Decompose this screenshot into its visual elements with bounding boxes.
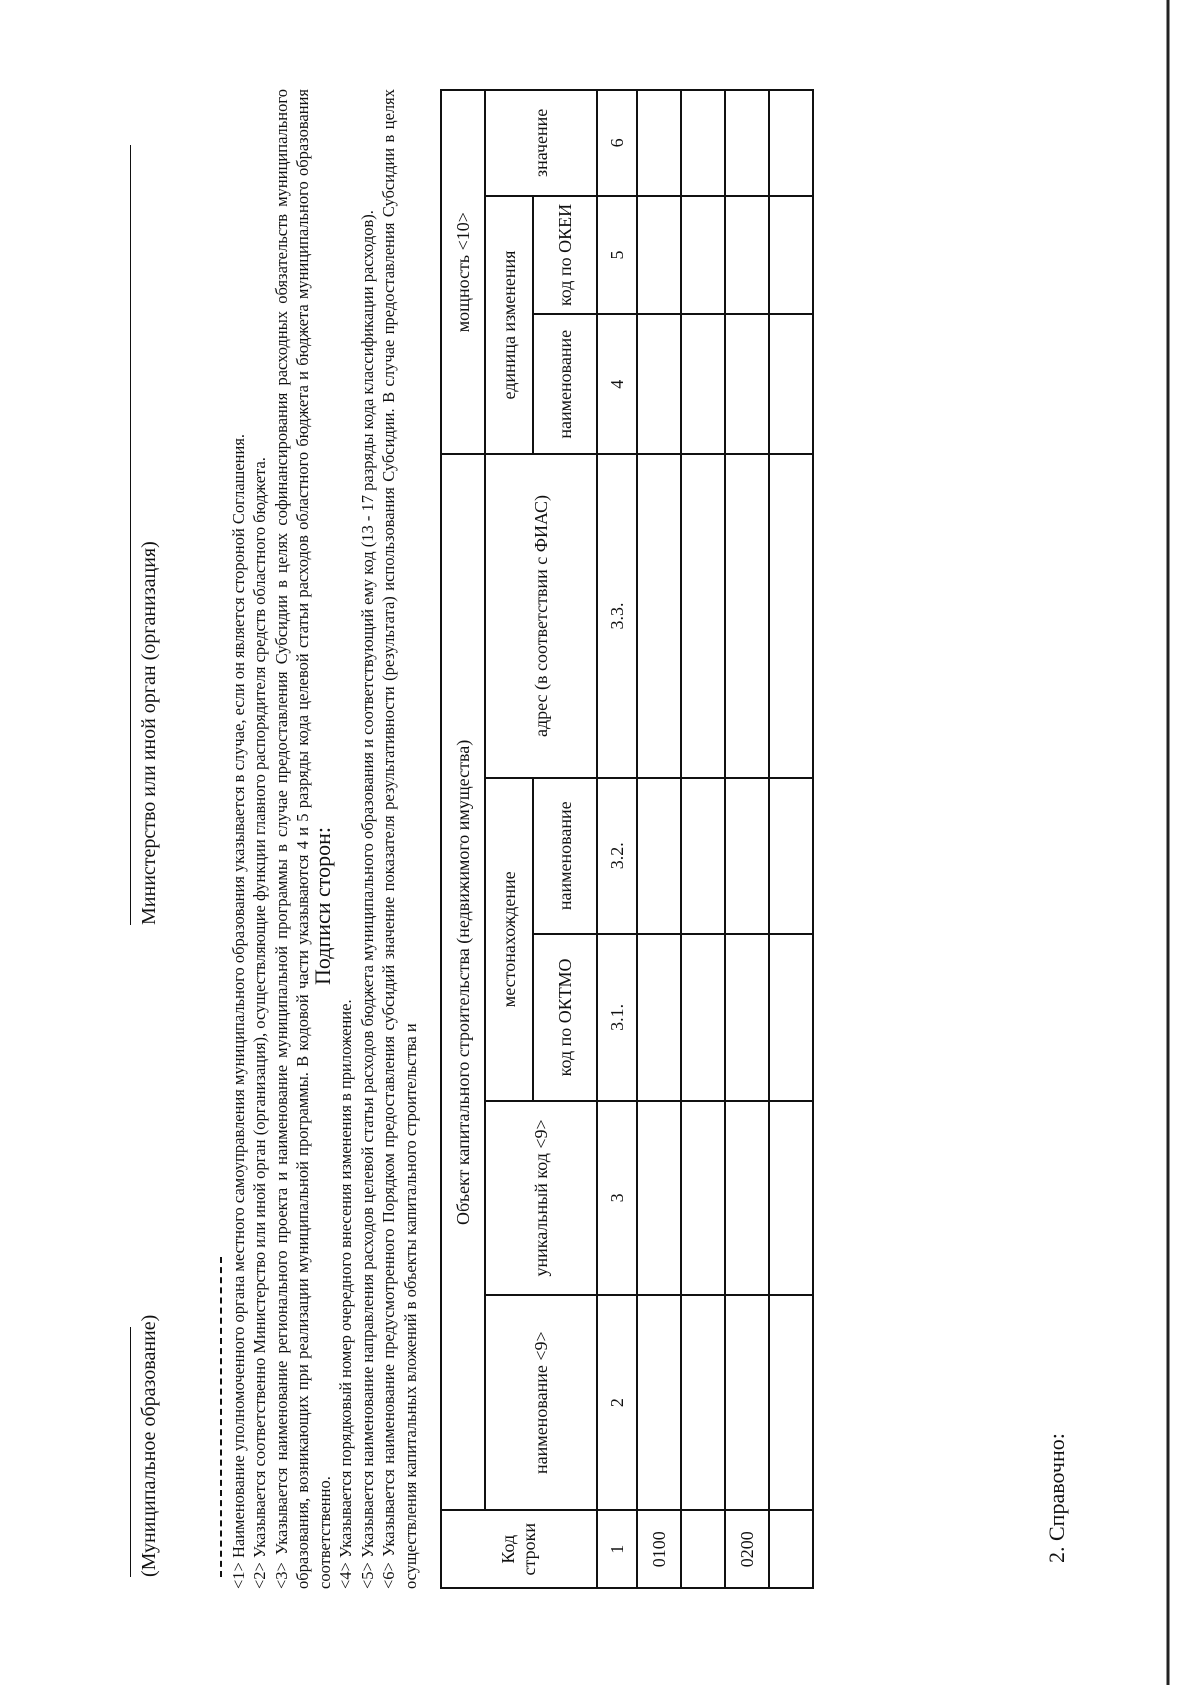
header-loc-name: наименование xyxy=(533,778,597,934)
col-number: 4 xyxy=(597,314,637,454)
column-numbers-row xyxy=(597,90,637,1588)
header-object-group: Объект капитального строительства (недвижимого имущества) xyxy=(441,454,485,1510)
table-row xyxy=(769,90,813,1588)
row-code xyxy=(769,1510,813,1588)
col-number: 3.3. xyxy=(597,454,637,777)
col-number: 1 xyxy=(597,1510,637,1588)
col-number: 3.1. xyxy=(597,934,637,1101)
footnotes xyxy=(228,89,421,1589)
col-number: 2 xyxy=(597,1295,637,1511)
row-code xyxy=(681,1510,725,1588)
col-number: 6 xyxy=(597,90,637,196)
signatures-title: Подписи сторон: xyxy=(310,826,335,985)
header-unit: единица изменения xyxy=(485,196,533,455)
footnote-2: <2> Указывается соответственно Министерство или иной орган (организация), осуществляющие функции главного распорядителя средств областного бюджета. xyxy=(250,457,270,1589)
header-address: адрес (в соответствии с ФИАС) xyxy=(485,454,597,777)
header-value: значение xyxy=(485,90,597,196)
row-code: 0100 xyxy=(637,1510,681,1588)
header-capacity: мощность <10> xyxy=(441,90,485,454)
col-number: 3 xyxy=(597,1101,637,1295)
scan-edge-rule xyxy=(1162,0,1200,1685)
table-row xyxy=(637,90,681,1588)
header-unit-name: наименование xyxy=(533,314,597,454)
header-okei: код по ОКЕИ xyxy=(533,196,597,315)
col-number: 3.2. xyxy=(597,778,637,934)
section-title: 2. Справочно: xyxy=(1044,1433,1069,1563)
header-location: местонахождение xyxy=(485,778,533,1101)
col-number: 5 xyxy=(597,196,637,315)
table-row xyxy=(681,90,725,1588)
footnote-3: <3> Указывается наименование регионального проекта и наименование муниципальной программы в случае предоставления Субсидии в целях софинансирования расходных обязательств муниципального образования, возникающих при реализации муниципальной программы. В кодовой части указываются 4 и 5 разряды кода целевой статьи расходов областного бюджета и бюджета муниципального образования соответственно. xyxy=(271,89,334,1589)
footnote-4: <4> Указывается порядковый номер очередного внесения изменения в приложение. xyxy=(336,999,356,1589)
header-oktmo: код по ОКТМО xyxy=(533,934,597,1101)
footnote-5: <5> Указывается наименование направления расходов целевой статьи расходов бюджета муниципального образования и соответствующий ему код (13 - 17 разряды кода классификации расходов). xyxy=(357,210,377,1589)
footnote-6: <6> Указывается наименование предусмотренного Порядком предоставления субсидий значение показателя результативности (результата) использования Субсидии. В случае предоставления Субсидии в целях осуществления капитальных вложений в объекты капитального строительства и xyxy=(379,89,420,1589)
left-signature-label: (Муниципальное образование) xyxy=(138,1314,160,1577)
reference-table xyxy=(440,89,814,1589)
row-code: 0200 xyxy=(725,1510,769,1588)
footnote-1: <1> Наименование уполномоченного органа местного самоуправления муниципального образования указывается в случае, если он является стороной Соглашения. xyxy=(229,433,248,1589)
header-name: наименование <9> xyxy=(485,1295,597,1511)
header-unique-code: уникальный код <9> xyxy=(485,1101,597,1295)
left-signature-line xyxy=(130,1327,131,1577)
right-signature-line xyxy=(130,145,131,925)
header-code: Код строки xyxy=(441,1510,597,1588)
footnote-separator xyxy=(220,1257,222,1577)
right-signature-label: Министерство или иной орган (организация) xyxy=(138,541,160,925)
table-row xyxy=(725,90,769,1588)
